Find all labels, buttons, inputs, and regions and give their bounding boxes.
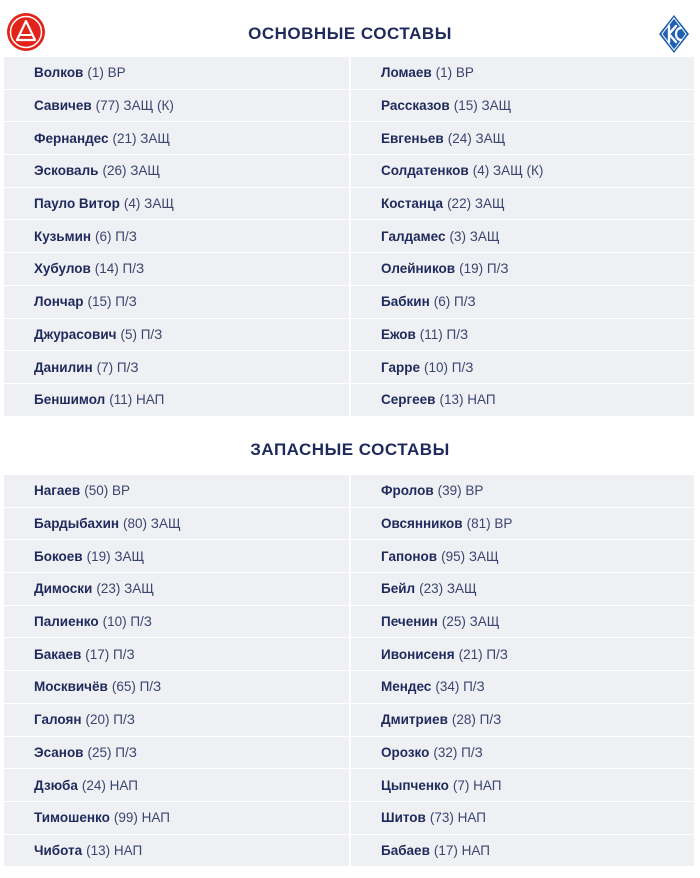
player-row [4,475,349,508]
player-name: Данилин [34,359,93,375]
player-row [351,155,694,188]
player-name: Тимошенко [34,810,110,826]
player-number-position: (22) ЗАЩ [447,196,505,212]
player-number-position: (21) ЗАЩ [112,130,171,146]
player-row [351,671,694,704]
player-row [4,671,349,704]
player-name: Олейников [381,261,456,277]
player-number-position: (13) НАП [86,842,143,858]
player-number-position: (11) П/З [419,326,469,342]
player-number-position: (10) П/З [423,359,474,375]
krylia-sovetov-logo-icon [658,14,690,54]
player-number-position: (23) ЗАЩ [96,581,154,597]
player-number-position: (73) НАП [429,810,486,826]
player-row [351,319,694,352]
player-row [4,122,349,155]
player-number-position: (6) П/З [433,294,476,310]
player-name: Печенин [381,614,438,630]
player-number-position: (17) НАП [433,842,490,858]
player-row [4,253,349,286]
subs-lineups [0,475,700,867]
player-name: Эсковаль [34,163,99,179]
player-name: Рассказов [381,98,450,114]
player-row [4,638,349,671]
player-row [351,802,694,835]
player-name: Гапонов [381,548,438,564]
player-row [4,57,349,90]
player-name: Бейл [381,581,416,597]
player-name: Бакаев [34,646,82,662]
player-row [351,90,694,123]
player-name: Бабкин [381,294,430,310]
subs-away-lineup [351,475,694,867]
player-number-position: (13) НАП [439,392,496,408]
player-row [4,90,349,123]
player-row [4,220,349,253]
player-row [4,573,349,606]
player-number-position: (1) ВР [435,65,474,81]
player-name: Цыпченко [381,777,449,793]
player-row [4,286,349,319]
player-row [4,508,349,541]
player-name: Дзюба [34,777,78,793]
player-number-position: (4) ЗАЩ (К) [472,163,544,179]
lineups-header [0,0,700,56]
subs-lineups-title: ЗАПАСНЫЕ СОСТАВЫ [250,440,450,459]
player-row [351,188,694,221]
player-name: Москвичёв [34,679,108,695]
player-name: Пауло Витор [34,196,120,212]
player-number-position: (39) ВР [437,483,484,499]
player-name: Солдатенков [381,163,469,179]
main-lineups [0,57,700,417]
player-row [351,122,694,155]
player-name: Фролов [381,483,434,499]
player-number-position: (23) ЗАЩ [419,581,477,597]
player-number-position: (21) П/З [458,646,508,662]
player-name: Шитов [381,810,426,826]
player-number-position: (15) П/З [87,294,137,310]
player-name: Чибота [34,842,83,858]
player-number-position: (24) НАП [81,777,138,793]
player-row [351,253,694,286]
player-number-position: (6) П/З [95,228,137,244]
player-name: Беншимол [34,392,106,408]
player-number-position: (11) НАП [109,392,165,408]
player-name: Мендес [381,679,432,695]
player-name: Орозко [381,744,430,760]
player-row [4,802,349,835]
player-name: Савичев [34,98,92,114]
player-name: Бабаев [381,842,430,858]
akhmat-club-logo-icon [6,12,46,52]
player-number-position: (95) ЗАЩ [441,548,499,564]
player-number-position: (77) ЗАЩ (К) [95,98,174,114]
player-number-position: (65) П/З [111,679,162,695]
player-number-position: (24) ЗАЩ [447,130,506,146]
player-number-position: (19) ЗАЩ [86,548,145,564]
player-name: Бардыбахин [34,516,120,532]
player-name: Дмитриев [381,712,448,728]
player-row [351,606,694,639]
subs-home-lineup [4,475,349,867]
player-number-position: (20) П/З [85,712,135,728]
player-name: Костанца [381,196,444,212]
player-row [4,835,349,868]
player-name: Сергеев [381,392,436,408]
player-number-position: (25) ЗАЩ [441,614,500,630]
main-away-lineup [351,57,694,417]
player-number-position: (5) П/З [120,326,163,342]
player-number-position: (4) ЗАЩ [123,196,174,212]
player-row [351,737,694,770]
player-row [351,384,694,417]
player-number-position: (7) НАП [452,777,502,793]
player-number-position: (28) П/З [451,712,502,728]
player-name: Овсянников [381,516,463,532]
player-name: Ивонисеня [381,646,455,662]
player-row [4,384,349,417]
player-number-position: (80) ЗАЩ [123,516,181,532]
player-row [351,351,694,384]
player-row [351,769,694,802]
player-number-position: (81) ВР [466,516,513,532]
player-row [4,704,349,737]
player-name: Волков [34,65,84,81]
player-row [351,704,694,737]
player-row [351,835,694,868]
player-number-position: (34) П/З [435,679,485,695]
player-number-position: (3) ЗАЩ [449,228,500,244]
player-name: Фернандес [34,130,109,146]
player-row [351,286,694,319]
player-name: Ежов [381,326,416,342]
player-row [4,540,349,573]
main-lineups-title: ОСНОВНЫЕ СОСТАВЫ [248,24,452,43]
player-row [4,737,349,770]
player-row [4,319,349,352]
player-row [4,769,349,802]
player-number-position: (25) П/З [87,744,137,760]
player-name: Нагаев [34,483,81,499]
player-name: Ломаев [381,65,432,81]
player-number-position: (26) ЗАЩ [102,163,161,179]
player-number-position: (7) П/З [96,359,139,375]
player-name: Галоян [34,712,82,728]
player-number-position: (32) П/З [433,744,483,760]
player-row [351,638,694,671]
player-number-position: (14) П/З [94,261,145,277]
player-name: Хубулов [34,261,91,277]
player-number-position: (10) П/З [102,614,152,630]
player-number-position: (1) ВР [87,65,126,81]
player-name: Палиенко [34,614,99,630]
main-home-lineup [4,57,349,417]
player-row [351,540,694,573]
player-number-position: (19) П/З [459,261,509,277]
player-row [4,351,349,384]
player-name: Эсанов [34,744,84,760]
player-row [351,220,694,253]
player-row [351,475,694,508]
player-row [351,508,694,541]
player-number-position: (15) ЗАЩ [453,98,512,114]
player-row [4,155,349,188]
player-name: Евгеньев [381,130,444,146]
player-name: Димоски [34,581,93,597]
player-name: Галдамес [381,228,446,244]
player-row [4,188,349,221]
player-row [351,573,694,606]
player-number-position: (99) НАП [113,810,170,826]
player-number-position: (17) П/З [85,646,135,662]
player-row [351,57,694,90]
player-row [4,606,349,639]
player-name: Лончар [34,294,84,310]
player-name: Бокоев [34,548,83,564]
player-number-position: (50) ВР [84,483,130,499]
player-name: Кузьмин [34,228,92,244]
player-name: Гарре [381,359,420,375]
player-name: Джурасович [34,326,117,342]
